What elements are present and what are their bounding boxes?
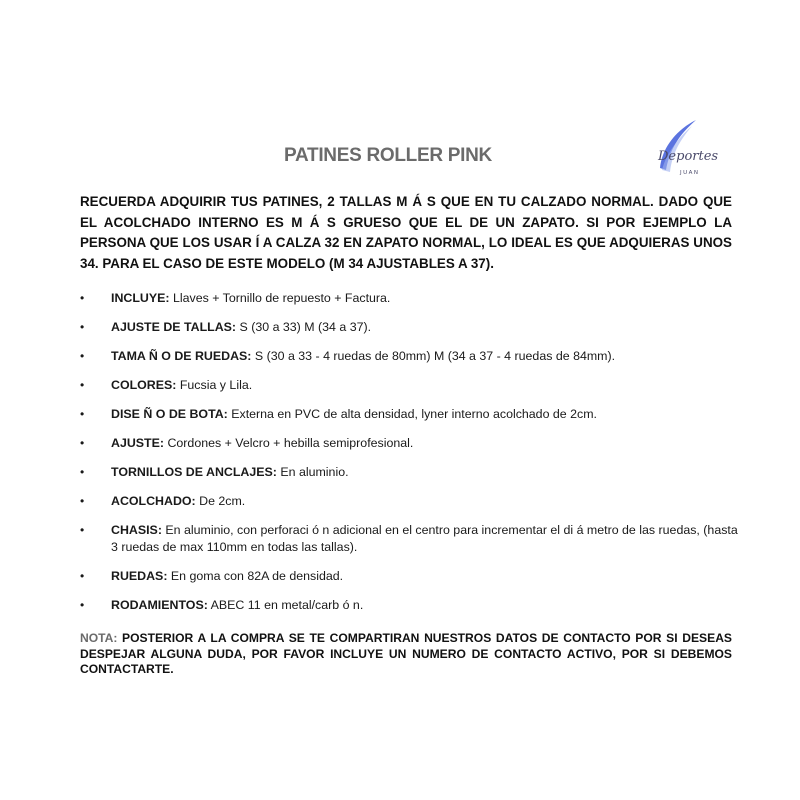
spec-item bbox=[80, 435, 740, 452]
spec-value: S (30 a 33 - 4 ruedas de 80mm) M (34 a 37 - 4 ruedas de 84mm). bbox=[251, 349, 616, 363]
spec-label: DISE Ñ O DE BOTA: bbox=[111, 407, 228, 421]
spec-label: CHASIS: bbox=[111, 523, 162, 537]
spec-item bbox=[80, 319, 740, 336]
spec-item bbox=[80, 406, 740, 423]
spec-label: AJUSTE: bbox=[111, 436, 165, 450]
spec-item bbox=[80, 377, 740, 394]
spec-value: Fucsia y Lila. bbox=[176, 378, 253, 392]
bullet-icon: • bbox=[80, 436, 85, 450]
contact-note bbox=[80, 631, 732, 678]
spec-label: TAMA Ñ O DE RUEDAS: bbox=[111, 349, 252, 363]
bullet-icon: • bbox=[80, 378, 85, 392]
spec-value: En aluminio, con perforaci ó n adicional en el centro para incrementar el di á metro de las ruedas, (hasta 3 ruedas de max 110mm en todas las tallas). bbox=[111, 523, 738, 554]
deportes-juan-logo bbox=[644, 118, 726, 190]
spec-item bbox=[80, 522, 740, 556]
logo-subtext: JUAN bbox=[680, 170, 700, 176]
bullet-icon: • bbox=[80, 320, 85, 334]
spec-item bbox=[80, 290, 740, 307]
spec-value: En aluminio. bbox=[276, 465, 349, 479]
logo-text: Deportes bbox=[658, 149, 719, 164]
note-label: NOTA: bbox=[80, 631, 118, 645]
bullet-icon: • bbox=[80, 569, 85, 583]
bullet-icon: • bbox=[80, 598, 85, 612]
spec-label: RODAMIENTOS: bbox=[111, 598, 208, 612]
spec-item bbox=[80, 348, 740, 365]
spec-value: Cordones + Velcro + hebilla semiprofesional. bbox=[164, 436, 414, 450]
spec-value: En goma con 82A de densidad. bbox=[167, 569, 344, 583]
spec-value: Externa en PVC de alta densidad, lyner interno acolchado de 2cm. bbox=[227, 407, 597, 421]
note-text: POSTERIOR A LA COMPRA SE TE COMPARTIRAN NUESTROS DATOS DE CONTACTO POR SI DESEAS DESPEJAR ALGUNA DUDA, POR FAVOR INCLUYE UN NUMERO DE CONTACTO ACTIVO, POR SI DEBEMOS CONTACTARTE. bbox=[80, 631, 732, 676]
spec-label: RUEDAS: bbox=[111, 569, 168, 583]
spec-item bbox=[80, 597, 740, 614]
spec-list bbox=[80, 290, 740, 614]
spec-value: De 2cm. bbox=[195, 494, 246, 508]
bullet-icon: • bbox=[80, 291, 85, 305]
spec-value: ABEC 11 en metal/carb ó n. bbox=[207, 598, 364, 612]
spec-label: AJUSTE DE TALLAS: bbox=[111, 320, 237, 334]
spec-item bbox=[80, 493, 740, 510]
sizing-advice: RECUERDA ADQUIRIR TUS PATINES, 2 TALLAS M Á S QUE EN TU CALZADO NORMAL. DADO QUE EL ACOLCHADO INTERNO ES M Á S GRUESO QUE EL DE UN ZAPATO. SI POR EJEMPLO LA PERSONA QUE LOS USAR Í A CALZA 32 EN ZAPATO NORMAL, LO IDEAL ES QUE ADQUIERAS UNOS 34. PARA EL CASO DE ESTE MODELO (M 34 AJUSTABLES A 37). bbox=[80, 194, 732, 271]
spec-label: COLORES: bbox=[111, 378, 177, 392]
spec-value: Llaves + Tornillo de repuesto + Factura. bbox=[169, 291, 391, 305]
page-title: PATINES ROLLER PINK bbox=[284, 145, 492, 166]
bullet-icon: • bbox=[80, 494, 85, 508]
spec-label: INCLUYE: bbox=[111, 291, 170, 305]
spec-item bbox=[80, 568, 740, 585]
spec-label: TORNILLOS DE ANCLAJES: bbox=[111, 465, 277, 479]
bullet-icon: • bbox=[80, 465, 85, 479]
spec-value: S (30 a 33) M (34 a 37). bbox=[236, 320, 372, 334]
bullet-icon: • bbox=[80, 349, 85, 363]
bullet-icon: • bbox=[80, 523, 85, 537]
spec-item bbox=[80, 464, 740, 481]
spec-label: ACOLCHADO: bbox=[111, 494, 196, 508]
bullet-icon: • bbox=[80, 407, 85, 421]
